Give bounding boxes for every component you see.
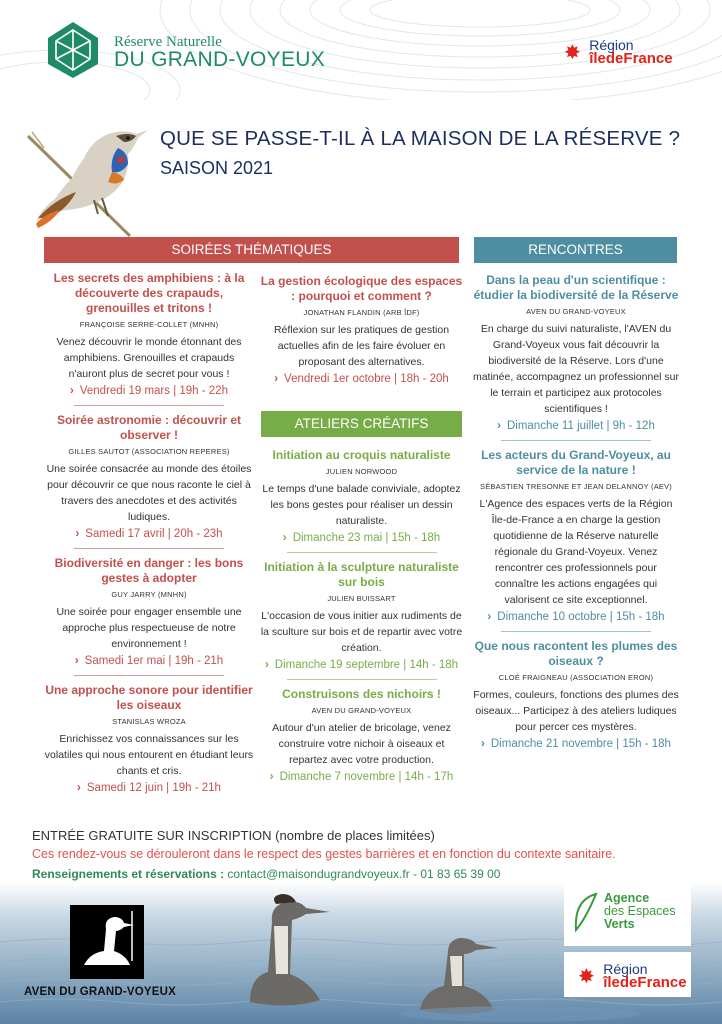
chevron-right-icon: › <box>264 659 269 671</box>
region-logo-bottom <box>564 952 691 997</box>
aev-line3: Verts <box>604 917 635 931</box>
event-date[interactable]: › Dimanche 19 septembre | 14h - 18h <box>264 659 459 671</box>
event-description: Formes, couleurs, fonctions des plumes des oiseaux... Participez à des ateliers ludiques pour percer ces mystères. <box>473 689 679 733</box>
event-speaker: AVEN DU GRAND-VOYEUX <box>311 706 412 715</box>
event-title: Dans la peau d'un scientifique : étudier la biodiversité de la Réserve <box>473 273 679 302</box>
event-title: Initiation à la sculpture naturaliste sur bois <box>264 560 459 589</box>
event-description: En charge du suivi naturaliste, l'AVEN du Grand-Voyeux vous fait découvrir la biodiversité de la Réserve. Lors d'une matinée, accompagnez un professionnel sur le terrain et participez aux protocoles scientifiques ! <box>472 323 680 415</box>
event-title: Que nous racontent les plumes des oiseaux ? <box>474 639 678 668</box>
chevron-right-icon: › <box>77 782 81 794</box>
event-date[interactable]: › Dimanche 21 novembre | 15h - 18h <box>481 738 671 750</box>
event-title: Les secrets des amphibiens : à la découverte des crapauds, grenouilles et tritons ! <box>53 271 245 315</box>
page-subtitle: SAISON 2021 <box>160 158 274 178</box>
event-card <box>472 639 680 750</box>
rencontres-column <box>472 273 680 750</box>
event-card <box>472 273 680 432</box>
region-name: îledeFrance <box>603 974 687 991</box>
divider <box>501 631 651 632</box>
contact-line <box>32 867 500 881</box>
divider <box>74 548 224 549</box>
event-description: Réflexion sur les pratiques de gestion actuelles afin de les faire évoluer en proposant des alternatives. <box>273 324 450 368</box>
event-title: Les acteurs du Grand-Voyeux, au service de la nature ! <box>481 448 671 477</box>
chevron-right-icon: › <box>274 373 279 385</box>
event-description: Enrichissez vos connaissances sur les volatiles qui nous entourent en étudiant leurs chants et cris. <box>44 733 254 777</box>
contact-label: Renseignements et réservations : <box>32 867 225 881</box>
chevron-right-icon: › <box>282 532 287 544</box>
event-title: Une approche sonore pour identifier les oiseaux <box>45 683 253 712</box>
event-date[interactable]: › Vendredi 1er octobre | 18h - 20h <box>274 373 449 385</box>
event-card <box>259 274 464 385</box>
chevron-right-icon: › <box>481 738 485 750</box>
aven-logo-icon <box>70 905 144 979</box>
leaf-icon <box>572 890 600 934</box>
event-card <box>44 271 254 397</box>
event-title: La gestion écologique des espaces : pourquoi et comment ? <box>260 274 463 303</box>
event-title: Construisons des nichoirs ! <box>282 687 441 701</box>
event-date[interactable]: › Dimanche 23 mai | 15h - 18h <box>282 532 441 544</box>
event-date[interactable]: › Vendredi 19 mars | 19h - 22h <box>70 385 228 397</box>
event-speaker: FRANÇOISE SERRE-COLLET (MNHN) <box>79 320 219 329</box>
event-speaker: GILLES SAUTOT (ASSOCIATION REPERES) <box>68 447 230 456</box>
chevron-right-icon: › <box>269 771 274 783</box>
event-date[interactable]: › Dimanche 11 juillet | 9h - 12h <box>497 420 655 432</box>
aev-line1: Agence <box>604 891 650 905</box>
event-description: Venez découvrir le monde étonnant des amphibiens. Grenouilles et crapauds n'auront plus de secret pour vous ! <box>56 336 242 380</box>
event-date[interactable]: › Dimanche 10 octobre | 15h - 18h <box>487 611 665 623</box>
soirees-column-1 <box>44 271 254 794</box>
event-description: Autour d'un atelier de bricolage, venez construire votre nichoir à oiseaux et repartez avec votre production. <box>272 722 451 766</box>
divider <box>287 552 437 553</box>
region-label: Région <box>589 37 634 53</box>
bluethroat-bird-illustration <box>24 118 154 238</box>
free-entry-notice: ENTRÉE GRATUITE SUR INSCRIPTION (nombre de places limitées) <box>32 828 435 843</box>
event-card <box>259 560 464 671</box>
event-title: Soirée astronomie : découvrir et observer ! <box>56 413 242 442</box>
event-speaker: GUY JARRY (MNHN) <box>111 590 187 599</box>
event-date[interactable]: › Samedi 1er mai | 19h - 21h <box>74 655 224 667</box>
event-title: Biodiversité en danger : les bons gestes à adopter <box>54 556 244 585</box>
event-card <box>44 556 254 667</box>
event-card <box>259 448 464 544</box>
divider <box>74 675 224 676</box>
region-logo-top <box>564 38 673 66</box>
event-speaker: AVEN DU GRAND-VOYEUX <box>526 307 626 316</box>
section-header-rencontres: RENCONTRES <box>474 237 677 263</box>
star-icon: ✸ <box>564 42 581 64</box>
event-date[interactable]: › Samedi 12 juin | 19h - 21h <box>77 782 221 794</box>
event-title: Initiation au croquis naturaliste <box>272 448 451 462</box>
region-name: îledeFrance <box>589 50 673 67</box>
event-speaker: STANISLAS WROZA <box>112 717 186 726</box>
ateliers-column <box>259 448 464 783</box>
event-date[interactable]: › Dimanche 7 novembre | 14h - 17h <box>269 771 454 783</box>
section-header-soirees: SOIRÉES THÉMATIQUES <box>44 237 459 263</box>
reserve-logo-icon <box>46 20 100 80</box>
event-date[interactable]: › Samedi 17 avril | 20h - 23h <box>75 528 223 540</box>
logo-subtitle: Réserve Naturelle <box>114 34 222 50</box>
logo-title: DU GRAND-VOYEUX <box>114 48 326 71</box>
event-description: L'occasion de vous initier aux rudiments de la sculture sur bois et de repartir avec votre création. <box>260 610 463 654</box>
region-label: Région <box>603 961 648 977</box>
soirees-column-2 <box>259 274 464 385</box>
sanitary-notice: Ces rendez-vous se dérouleront dans le respect des gestes barrières et en fonction du contexte sanitaire. <box>32 847 616 861</box>
divider <box>501 440 651 441</box>
event-description: Une soirée consacrée au monde des étoiles pour découvrir ce que nous raconte le ciel à travers des anecdotes et des activités ludiques. <box>46 463 252 523</box>
event-description: Une soirée pour engager ensemble une approche plus respectueuse de notre environnement ! <box>56 606 242 650</box>
contact-value[interactable]: contact@maisondugrandvoyeux.fr - 01 83 65 39 00 <box>227 867 501 881</box>
event-card <box>44 683 254 794</box>
event-card <box>259 687 464 783</box>
event-description: L'Agence des espaces verts de la Région Île-de-France a en charge la gestion quotidienne de la Réserve naturelle régionale du Grand-Voyeux. Venez rencontrer ces professionnels pour connaître les actions engagées qui valorisent ce site exceptionnel. <box>479 498 673 606</box>
divider <box>74 405 224 406</box>
aev-line2: des Espaces <box>604 904 676 918</box>
star-icon: ✸ <box>578 966 595 988</box>
event-card <box>472 448 680 623</box>
event-speaker: CLOÉ FRAIGNEAU (ASSOCIATION ERON) <box>498 673 654 682</box>
aev-logo <box>564 880 691 946</box>
event-speaker: JULIEN NORWOOD <box>325 467 398 476</box>
event-card <box>44 413 254 540</box>
divider <box>287 679 437 680</box>
chevron-right-icon: › <box>74 655 79 667</box>
event-speaker: SÉBASTIEN TRESONNE ET JEAN DELANNOY (AEV) <box>480 482 672 491</box>
event-description: Le temps d'une balade conviviale, adoptez les bons gestes pour réaliser un dessin naturaliste. <box>262 483 461 527</box>
chevron-right-icon: › <box>70 385 74 397</box>
section-header-ateliers: ATELIERS CRÉATIFS <box>261 411 462 437</box>
aven-logo-label: AVEN DU GRAND-VOYEUX <box>24 986 177 998</box>
page-title: QUE SE PASSE-T-IL À LA MAISON DE LA RÉSERVE ? <box>160 127 681 150</box>
chevron-right-icon: › <box>75 528 80 540</box>
event-speaker: JONATHAN FLANDIN (ARB ÎDF) <box>303 308 420 317</box>
chevron-right-icon: › <box>487 611 492 623</box>
event-speaker: JULIEN BUISSART <box>327 594 396 603</box>
chevron-right-icon: › <box>497 420 501 432</box>
